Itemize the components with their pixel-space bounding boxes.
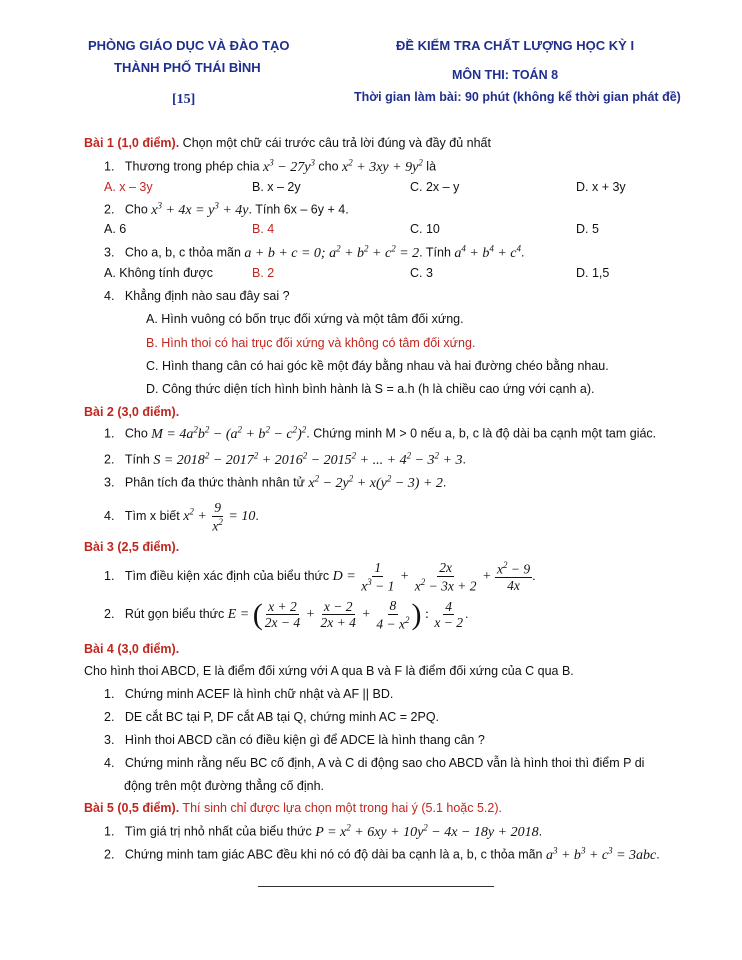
bai4-item-1: 1. Chứng minh ACEF là hình chữ nhật và AF || BD.	[104, 687, 394, 701]
bai5-q1: 1. Tìm giá trị nhỏ nhất của biểu thức $P = x^2 + 6xy + 10y^2 - 4x - 18y + 2018$.	[104, 822, 543, 840]
math-M-expression: $M = 4a^2b^2 - (a^2 + b^2 - c^2)^2$	[151, 424, 307, 442]
bai2-q2: 2. Tính $S = 2018^2 - 2017^2 + 2016^2 - 2015^2$ + ... + $4^2 - 3^2 + 3$.	[104, 450, 466, 468]
math-frac-e2: $\frac{x - 2}{2x + 4}$	[320, 598, 356, 631]
bai4-item-4-cont: động trên một đường thẳng cố định.	[124, 779, 325, 793]
bai1-q2-opt-b: B. 4	[252, 222, 275, 236]
bai1-q2: 2. Cho $x^3 + 4x = y^3 + 4y$. Tính 6x – 6y + 4.	[104, 200, 349, 218]
math-frac-e3: $\frac{8}{4 - x^2}$	[376, 598, 410, 632]
city-name: THÀNH PHỐ THÁI BÌNH	[114, 60, 261, 75]
department-name: PHÒNG GIÁO DỤC VÀ ĐÀO TẠO	[88, 38, 290, 53]
bai5-title: Bài 5 (0,5 điểm).	[84, 801, 180, 815]
bai5-subtitle: Thí sinh chỉ được lựa chọn một trong hai ý (5.1 hoặc 5.2).	[179, 801, 502, 815]
math-frac-e4: $\frac{4}{x - 2}$	[434, 598, 463, 631]
bai1-q1-opt-a: A. x – 3y	[104, 180, 153, 194]
bai1-title: Bài 1 (1,0 điểm).	[84, 136, 180, 150]
math-q3-condition: a + b + c = 0; $a^2 + b^2 + c^2 = 2$	[244, 243, 420, 261]
bai4-item-3: 3. Hình thoi ABCD cần có điều kiện gì để ADCE là hình thang cân ?	[104, 733, 485, 747]
bai1-q3-opt-b: B. 2	[252, 266, 275, 280]
bai1-q4-opt-a: A. Hình vuông có bốn trục đối xứng và một tâm đối xứng.	[146, 312, 464, 326]
math-frac-2x: $\frac{2x}{x^2 - 3x + 2}$	[414, 560, 477, 594]
bai1-q2-opt-c: C. 10	[410, 222, 440, 236]
math-q2-condition: $x^3 + 4x = y^3 + 4y$	[151, 200, 249, 218]
bai1-q2-opt-d: D. 5	[576, 222, 599, 236]
subject: MÔN THI: TOÁN 8	[452, 68, 559, 82]
footer-divider	[258, 886, 494, 887]
bai1-q4-opt-c: C. Hình thang cân có hai góc kề một đáy bằng nhau và hai đường chéo bằng nhau.	[146, 359, 609, 373]
bai3-q1: 1. Tìm điều kiện xác định của biểu thức D = $\frac{1}{x^3 - 1}$ + $\frac{2x}{x^2 - 3x + 2}$ + $\frac{x^2 - 9}{4x}$ .	[104, 560, 536, 594]
bai5-heading	[84, 801, 502, 815]
math-divisor: $x^2 + 3xy + 9y^2$	[342, 157, 423, 175]
bai5-q2: 2. Chứng minh tam giác ABC đều khi nó có độ dài ba cạnh là a, b, c thỏa mãn $a^3 + b^3 + c^3 = 3abc$.	[104, 845, 660, 863]
bai3-q2: 2. Rút gọn biểu thức E = ( $\frac{x + 2}{2x - 4}$ + $\frac{x - 2}{2x + 4}$ + $\frac{8}{4 - x^2}$ ) : $\frac{4}{x - 2}$ .	[104, 597, 469, 632]
math-S-sum: $S = 2018^2 - 2017^2 + 2016^2 - 2015^2$ + ... + $4^2 - 3^2 + 3$	[153, 450, 463, 468]
time-info: Thời gian làm bài: 90 phút (không kể thời gian phát đề)	[354, 90, 681, 104]
math-x3-27y3: $x^3 - 27y^3$	[263, 157, 315, 175]
math-frac-e1: $\frac{x + 2}{2x - 4}$	[264, 598, 301, 631]
bai3-title: Bài 3 (2,5 điểm).	[84, 540, 180, 554]
bai1-q4-opt-b: B. Hình thoi có hai trục đối xứng và không có tâm đối xứng.	[146, 336, 476, 350]
bai1-q3-opt-d: D. 1,5	[576, 266, 610, 280]
bai1-q1-opt-b: B. x – 2y	[252, 180, 301, 194]
math-factor-poly: $x^2 - 2y^2 + x(y^2 - 3) + 2$	[308, 473, 443, 491]
math-P-expression: $P = x^2 + 6xy + 10y^2 - 4x - 18y + 2018$	[315, 822, 539, 840]
bai4-intro: Cho hình thoi ABCD, E là điểm đối xứng với A qua B và F là điểm đối xứng của C qua B.	[84, 664, 574, 678]
bai1-q4-opt-d: D. Công thức diện tích hình bình hành là S = a.h (h là chiều cao ứng với cạnh a).	[146, 382, 595, 396]
bai1-q2-opt-a: A. 6	[104, 222, 127, 236]
bai1-q1-opt-d: D. x + 3y	[576, 180, 626, 194]
exam-code: [15]	[172, 92, 196, 107]
bai2-title: Bài 2 (3,0 điểm).	[84, 405, 180, 419]
bai1-q1-opt-c: C. 2x – y	[410, 180, 460, 194]
bai4-item-4: 4. Chứng minh rằng nếu BC cố định, A và C di động sao cho ABCD vẫn là hình thoi thì điểm P di	[104, 756, 645, 770]
exam-title: ĐỀ KIỂM TRA CHẤT LƯỢNG HỌC KỲ I	[396, 38, 635, 53]
math-abc-condition: $a^3 + b^3 + c^3 = 3abc$	[545, 845, 657, 863]
bai1-q4: 4. Khẳng định nào sau đây sai ?	[104, 289, 290, 303]
math-q3-target: $a^4 + b^4 + c^4$	[454, 243, 522, 261]
math-frac-1: $\frac{1}{x^3 - 1}$	[361, 560, 395, 594]
bai2-q1: 1. Cho $M = 4a^2b^2 - (a^2 + b^2 - c^2)^2$. Chứng minh M > 0 nếu a, b, c là độ dài ba cạnh một tam giác.	[104, 424, 657, 442]
bai1-q1: 1. Thương trong phép chia $x^3 - 27y^3$ cho $x^2 + 3xy + 9y^2$ là	[104, 157, 437, 175]
bai4-title: Bài 4 (3,0 điểm).	[84, 642, 180, 656]
bai1-q3-opt-c: C. 3	[410, 266, 433, 280]
bai1-instruction: Chọn một chữ cái trước câu trả lời đúng và đầy đủ nhất	[179, 136, 491, 150]
bai1-q3: 3. Cho a, b, c thỏa mãn a + b + c = 0; $a^2 + b^2 + c^2 = 2$. Tính $a^4 + b^4 + c^4$.	[104, 243, 525, 261]
bai4-item-2: 2. DE cắt BC tại P, DF cắt AB tại Q, chứng minh AC = 2PQ.	[104, 710, 440, 724]
math-frac-9-x2: $\frac{9}{x^2}$	[212, 500, 223, 534]
bai1-q3-opt-a: A. Không tính được	[104, 266, 213, 280]
bai2-q3: 3. Phân tích đa thức thành nhân tử $x^2 - 2y^2 + x(y^2 - 3) + 2$.	[104, 473, 447, 491]
bai1-heading	[84, 136, 491, 150]
math-frac-x2-9: $\frac{x^2 - 9}{4x}$	[496, 560, 531, 594]
bai2-q4: 4. Tìm x biết $x^2$ + $\frac{9}{x^2}$ = 10.	[104, 500, 259, 534]
